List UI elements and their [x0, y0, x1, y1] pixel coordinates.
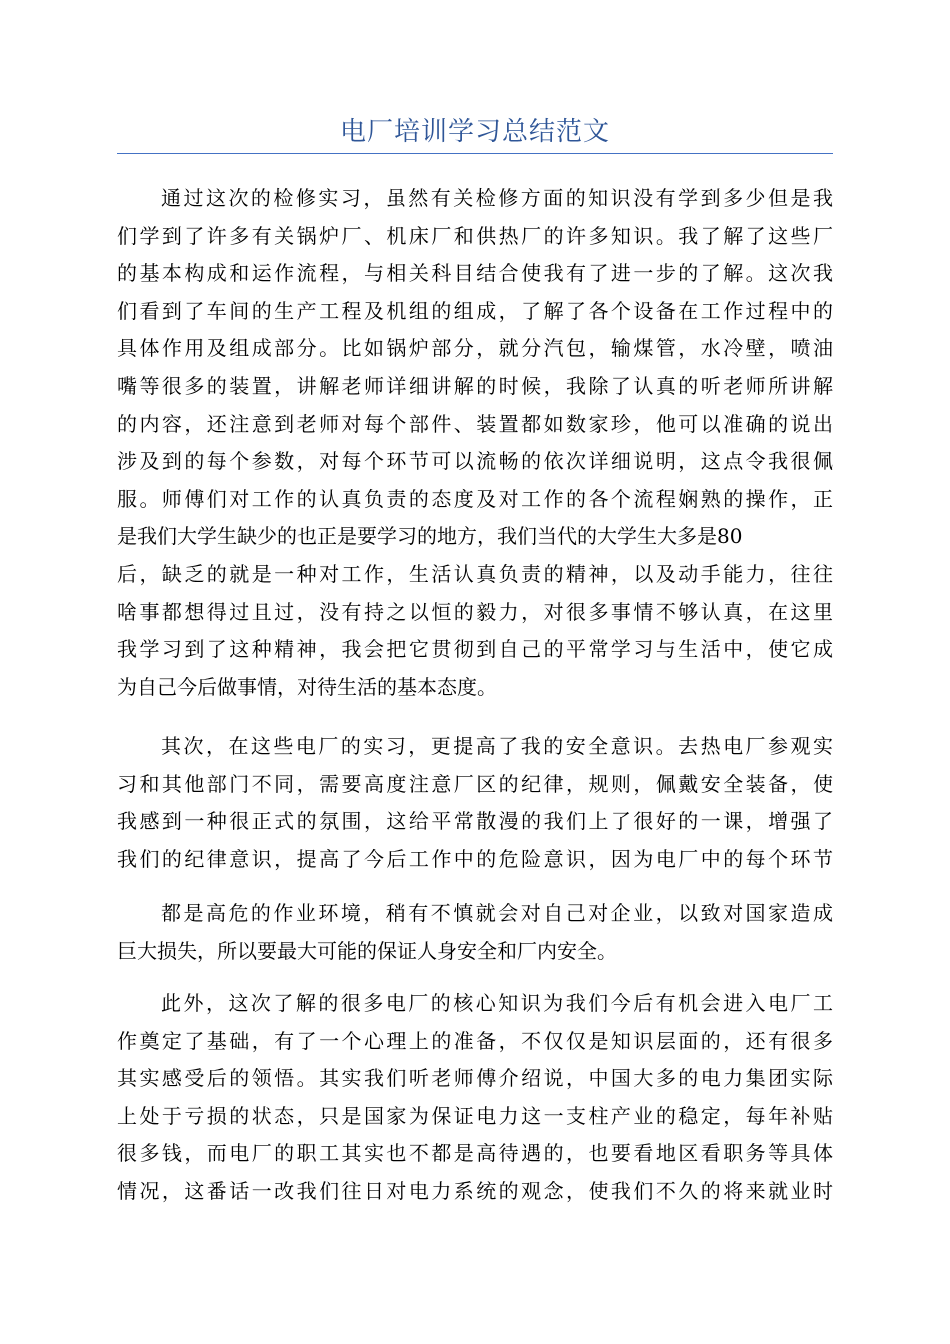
paragraph-line: 涉及到的每个参数，对每个环节可以流畅的依次详细说明，这点令我很佩	[117, 449, 833, 474]
paragraph-line: 很多钱，而电厂的职工其实也不都是高待遇的，也要看地区看职务等具体	[117, 1141, 833, 1166]
paragraph-line: 的内容，还注意到老师对每个部件、装置都如数家珍，他可以准确的说出	[117, 411, 833, 436]
paragraph-line: 巨大损失，所以要最大可能的保证人身安全和厂内安全。	[117, 938, 617, 963]
paragraph-line: 通过这次的检修实习，虽然有关检修方面的知识没有学到多少但是我	[161, 186, 833, 210]
paragraph-line: 作奠定了基础，有了一个心理上的准备，不仅仅是知识层面的，还有很多	[117, 1028, 833, 1053]
paragraph-line: 其次，在这些电厂的实习，更提高了我的安全意识。去热电厂参观实	[161, 734, 833, 758]
title-underline	[117, 153, 833, 154]
paragraph-line: 习和其他部门不同，需要高度注意厂区的纪律，规则，佩戴安全装备，使	[117, 771, 833, 796]
paragraph-line: 啥事都想得过且过，没有持之以恒的毅力，对很多事情不够认真，在这里	[117, 599, 833, 624]
paragraph-line: 是我们大学生缺少的也正是要学习的地方，我们当代的大学生大多是80	[117, 524, 743, 549]
paragraph-line: 为自己今后做事情，对待生活的基本态度。	[117, 674, 497, 699]
paragraph-3	[117, 895, 833, 970]
paragraph-4	[117, 985, 833, 1211]
paragraph-line: 其实感受后的领悟。其实我们听老师傅介绍说，中国大多的电力集团实际	[117, 1066, 833, 1091]
paragraph-line: 们看到了车间的生产工程及机组的组成，了解了各个设备在工作过程中的	[117, 298, 833, 323]
paragraph-line: 我学习到了这种精神，我会把它贯彻到自己的平常学习与生活中，使它成	[117, 637, 833, 662]
paragraph-line: 的基本构成和运作流程，与相关科目结合使我有了进一步的了解。这次我	[117, 261, 833, 286]
paragraph-line: 我感到一种很正式的氛围，这给平常散漫的我们上了很好的一课，增强了	[117, 809, 833, 834]
paragraph-line: 此外，这次了解的很多电厂的核心知识为我们今后有机会进入电厂工	[161, 991, 833, 1015]
paragraph-line: 们学到了许多有关锅炉厂、机床厂和供热厂的许多知识。我了解了这些厂	[117, 223, 833, 248]
document-title: 电厂培训学习总结范文	[339, 117, 610, 147]
paragraph-line: 具体作用及组成部分。比如锅炉部分，就分汽包，输煤管，水冷壁，喷油	[117, 336, 833, 361]
paragraph-line: 后，缺乏的就是一种对工作，生活认真负责的精神，以及动手能力，往往	[117, 561, 833, 586]
paragraph-2	[117, 728, 833, 878]
paragraph-line: 都是高危的作业环境，稍有不慎就会对自己对企业，以致对国家造成	[161, 901, 833, 925]
paragraph-1	[117, 180, 833, 706]
paragraph-line: 我们的纪律意识，提高了今后工作中的危险意识，因为电厂中的每个环节	[117, 846, 833, 871]
paragraph-line: 上处于亏损的状态，只是国家为保证电力这一支柱产业的稳定，每年补贴	[117, 1103, 833, 1128]
paragraph-line: 嘴等很多的装置，讲解老师详细讲解的时候，我除了认真的听老师所讲解	[117, 373, 833, 398]
paragraph-line: 情况，这番话一改我们往日对电力系统的观念，使我们不久的将来就业时	[117, 1178, 833, 1203]
paragraph-line: 服。师傅们对工作的认真负责的态度及对工作的各个流程娴熟的操作，正	[117, 486, 833, 511]
